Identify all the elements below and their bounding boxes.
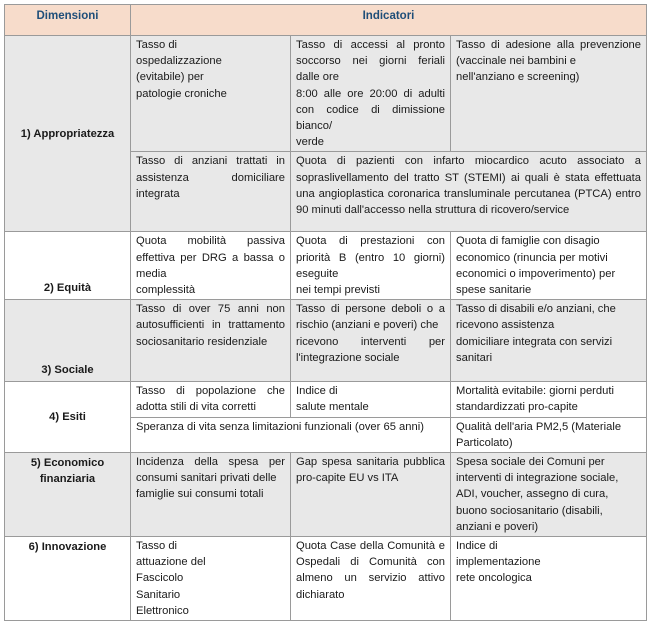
cell-text: Tasso di accessi al pronto soccorso nei giorni feriali dalle ore — [296, 39, 445, 84]
cell-text: verde — [296, 136, 324, 149]
cell-over75: Tasso di over 75 anni non autosufficienti in trattamento sociosanitario residenziale — [131, 300, 291, 382]
cell-text: Elettronico — [136, 604, 189, 617]
dimension-innovazione: 6) Innovazione — [5, 537, 131, 621]
cell-text: complessità — [136, 284, 196, 297]
cell-salute-mentale — [291, 382, 451, 417]
dimension-sociale: 3) Sociale — [5, 300, 131, 382]
cell-text: Incidenza della spesa per consumi sanitari privati delle — [136, 456, 285, 485]
cell-text: nei tempi previsti — [296, 284, 380, 297]
cell-disagio-economico: Quota di famiglie con disagio economico (rinuncia per motivi economici o impoverimento) per spese sanitarie — [451, 232, 647, 300]
cell-consumi-sanitari — [131, 453, 291, 537]
table-header-row — [5, 5, 647, 36]
cell-anziani-adi: Tasso di anziani trattati in assistenza domiciliare integrata — [131, 152, 291, 232]
cell-text: Indice di — [296, 385, 338, 398]
cell-text: Quota di prestazioni con priorità B (entro 10 giorni) eseguite — [296, 235, 445, 280]
cell-text: Tasso di — [136, 39, 178, 51]
dimension-label-line: finanziaria — [39, 473, 96, 486]
cell-text: Tasso di persone deboli o a rischio (anziani e poveri) che — [296, 303, 445, 332]
cell-fascicolo — [131, 537, 291, 621]
cell-text: Sanitario — [136, 588, 181, 601]
cell-text: Tasso di adesione alla prevenzione (vaccinale nei bambini e — [456, 39, 641, 68]
cell-stemi: Quota di pazienti con infarto miocardico acuto associato a sopraslivellamento del tratto ST (STEMI) ai quali è stata effettuata una angioplastica coronarica transluminale percutanea (PTCA) entro 90 minuti dall'accesso nella struttura di ricovero/service — [291, 152, 647, 232]
table-row — [5, 382, 647, 417]
cell-text: implementazione — [456, 556, 541, 569]
cell-text: Tasso di disabili e/o anziani, che ricevono assistenza — [456, 303, 616, 332]
cell-text: rete oncologica — [456, 572, 532, 585]
table-row — [5, 232, 647, 300]
cell-text: Tasso di — [136, 540, 178, 553]
cell-text: ospedalizzazione — [136, 55, 222, 68]
header-dimensioni: Dimensioni — [5, 5, 131, 36]
cell-text: salute mentale — [296, 401, 369, 414]
dimension-esiti: 4) Esiti — [5, 382, 131, 453]
cell-text: domiciliare integrata con servizi sanitari — [456, 335, 613, 364]
cell-rete-oncologica — [451, 537, 647, 621]
cell-prestazioni-b — [291, 232, 451, 300]
cell-disabili — [451, 300, 647, 382]
cell-speranza-vita: Speranza di vita senza limitazioni funzionali (over 65 anni) — [131, 417, 451, 452]
cell-text: Fascicolo — [136, 572, 184, 585]
cell-text: attuazione del — [136, 556, 206, 569]
cell-text: famiglie sui consumi totali — [136, 488, 264, 501]
cell-ospedalizzazione — [131, 36, 291, 152]
cell-stili-vita: Tasso di popolazione che adotta stili di vita corretti — [131, 382, 291, 417]
table-row — [5, 537, 647, 621]
cell-case-comunita: Quota Case della Comunità e Ospedali di Comunità con almeno un servizio attivo dichiarato — [291, 537, 451, 621]
cell-spesa-sociale: Spesa sociale dei Comuni per interventi di integrazione sociale, ADI, voucher, assegno di cura, buono sociosanitario (disabili, anziani e poveri) — [451, 453, 647, 537]
cell-qualita-aria: Qualità dell'aria PM2,5 (Materiale Particolato) — [451, 417, 647, 452]
cell-mobilita-passiva — [131, 232, 291, 300]
cell-persone-deboli — [291, 300, 451, 382]
header-indicatori: Indicatori — [131, 5, 647, 36]
cell-pronto-soccorso — [291, 36, 451, 152]
dimension-label-line: 5) Economico — [30, 457, 105, 470]
cell-prevenzione — [451, 36, 647, 152]
cell-mortalita-evitabile: Mortalità evitabile: giorni perduti standardizzati pro-capite — [451, 382, 647, 417]
dimension-economico — [5, 453, 131, 537]
dimension-appropriatezza: 1) Appropriatezza — [5, 36, 131, 232]
cell-text: Indice di — [456, 540, 498, 553]
dimension-equita: 2) Equità — [5, 232, 131, 300]
cell-text: 8:00 alle ore 20:00 di adulti con codice di dimissione bianco/ — [296, 87, 445, 133]
cell-text: ricevono interventi per l'integrazione sociale — [296, 335, 445, 364]
table-row — [5, 36, 647, 152]
table-row — [5, 300, 647, 382]
table-row — [5, 453, 647, 537]
cell-gap-spesa: Gap spesa sanitaria pubblica pro-capite EU vs ITA — [291, 453, 451, 537]
cell-text: Quota mobilità passiva effettiva per DRG a bassa o media — [136, 235, 285, 280]
cell-text: (evitabile) per — [136, 71, 204, 84]
indicators-table — [4, 4, 647, 621]
cell-text: nell'anziano e screening) — [456, 71, 580, 84]
cell-text: patologie croniche — [136, 87, 227, 100]
